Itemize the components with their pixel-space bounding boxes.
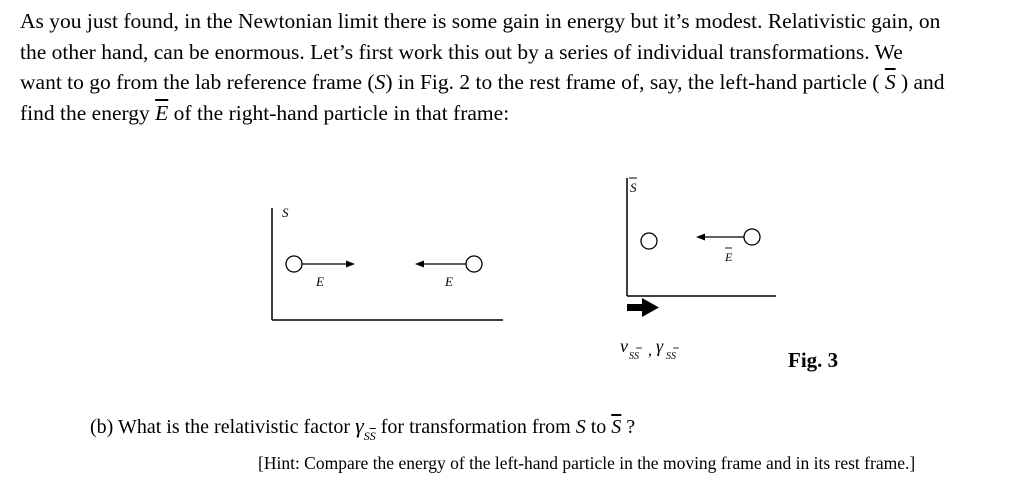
question-gamma: γ <box>355 413 364 438</box>
hint-text: [Hint: Compare the energy of the left-hand particle in the moving frame and in its rest frame.] <box>258 453 916 473</box>
rest-left-particle <box>641 233 657 249</box>
right-particle-energy: E <box>445 274 453 289</box>
line3-post: ) and <box>900 70 945 94</box>
subscript-Sbar: $\overline{S}$ <box>369 429 376 443</box>
lab-frame-symbol: S <box>374 70 386 94</box>
rest-right-energy: E <box>725 250 733 264</box>
question-pre: (b) What is the relativistic factor <box>90 416 356 438</box>
lab-frame-label: S <box>282 205 289 220</box>
rest-right-particle <box>744 229 760 245</box>
figure-caption: Fig. 3 <box>788 348 839 372</box>
rest-frame-diagram <box>620 178 776 362</box>
line4-post: of the right-hand particle in that frame: <box>173 100 510 125</box>
gamma-subscript: SS <box>666 351 676 362</box>
frame-velocity-arrow-head <box>642 298 659 317</box>
energy-bar-symbol: $\overline{E}$ <box>155 100 169 125</box>
velocity-gamma-label <box>620 336 679 362</box>
paragraph-line-2: the other hand, can be enormous. Let’s first work this out by a series of individual transformations. We <box>20 39 903 64</box>
lab-frame-diagram <box>272 205 503 320</box>
velocity-comma: , <box>648 342 652 359</box>
right-particle <box>466 256 482 272</box>
question-to-frame: $\overline{S}$ <box>611 416 622 438</box>
rest-frame-label: S <box>630 180 637 195</box>
question-from-frame: S <box>575 416 586 438</box>
question-gamma-subscript <box>364 429 376 443</box>
paragraph-line-1: As you just found, in the Newtonian limit there is some gain in energy but it’s modest. Relativistic gain, on <box>20 9 941 33</box>
subscript-S: S <box>363 429 370 443</box>
gamma-symbol: γ <box>656 336 664 356</box>
line3-mid: ) in Fig. 2 to the rest frame of, say, the left-hand particle ( <box>385 70 880 94</box>
velocity-symbol: v <box>620 336 628 356</box>
velocity-subscript: SS <box>629 351 639 362</box>
question-b <box>90 413 636 443</box>
right-particle-arrow-head <box>415 261 424 268</box>
line3-pre: want to go from the lab reference frame ( <box>20 70 375 94</box>
rest-frame-symbol: $\overline{S}$ <box>884 70 896 94</box>
left-particle-arrow-head <box>346 261 355 268</box>
question-mid: for transformation from <box>375 416 576 438</box>
line4-pre: find the energy <box>20 100 156 125</box>
left-particle <box>286 256 302 272</box>
rest-right-arrow-head <box>696 234 705 241</box>
question-to-word: to <box>585 416 612 438</box>
question-post: ? <box>621 416 636 438</box>
left-particle-energy: E <box>316 274 324 289</box>
